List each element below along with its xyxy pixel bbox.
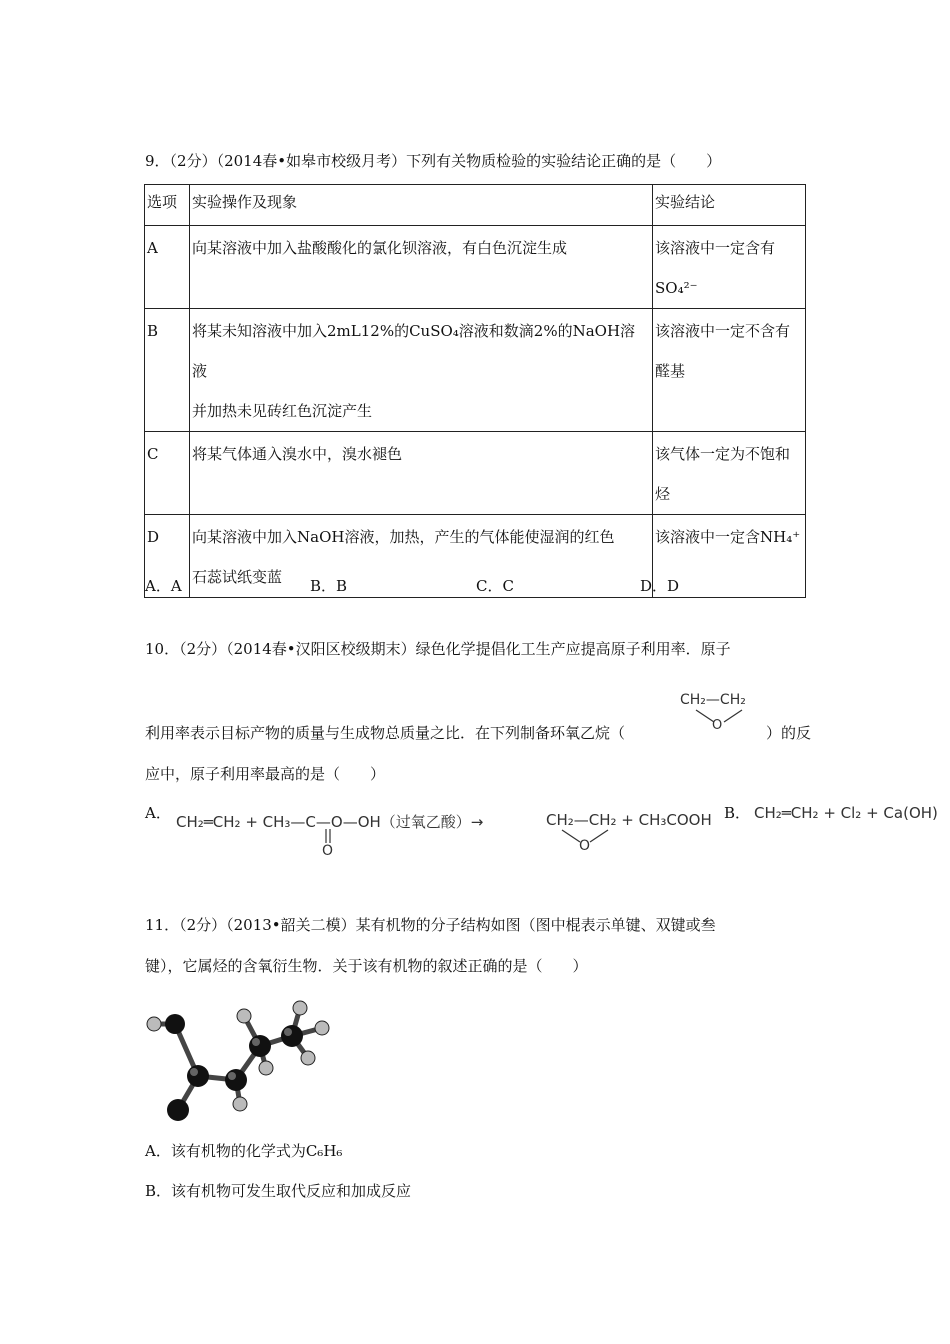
q10-option-a-reaction: CH₂═CH₂ + CH₃—C—O—OH（过氧乙酸）→ [176,813,484,831]
epoxide-oxygen: O [712,718,723,733]
q9-option-b[interactable]: B．B [310,577,348,595]
table-cell-operation: 将某未知溶液中加入2mL12%的CuSO₄溶液和数滴2%的NaOH溶液 并加热未见砖红色沉淀产生 [190,309,653,432]
q11-line-2: 键），它属烃的含氧衍生物．关于该有机物的叙述正确的是（ ） [145,957,588,975]
epoxide-formula-top: CH₂—CH₂ [680,692,746,708]
q9-stem: 9．（2分）（2014春•如皋市校级月考）下列有关物质检验的实验结论正确的是（ ） [145,152,722,170]
q10-line-3: 应中，原子利用率最高的是（ ） [145,765,386,783]
table-cell-conclusion: 该溶液中一定含NH₄⁺ [653,515,806,598]
molecule-ball-stick-model [140,1000,360,1130]
q10-option-a-product: CH₂—CH₂ + CH₃COOH [546,811,712,829]
q10-option-b-reaction: CH₂═CH₂ + Cl₂ + Ca(OH) [754,804,938,822]
table-header-cell: 选项 [145,185,190,226]
table-row [145,432,806,515]
table-row [145,309,806,432]
q11-option-a[interactable]: A．该有机物的化学式为C₆H₆ [145,1142,343,1160]
q9-experiment-table [144,184,806,598]
q9-option-d[interactable]: D．D [640,577,680,595]
table-cell-conclusion: 该溶液中一定不含有 醛基 [653,309,806,432]
table-cell-operation: 将某气体通入溴水中，溴水褪色 [190,432,653,515]
table-row [145,226,806,309]
q11-option-b[interactable]: B．该有机物可发生取代反应和加成反应 [145,1182,412,1200]
carbonyl-oxygen: O [322,843,334,859]
table-cell-option: B [145,309,190,432]
carbonyl-bond [322,829,334,843]
q11-line-1: 11．（2分）（2013•韶关二模）某有机物的分子结构如图（图中棍表示单键、双键或叁 [145,916,716,934]
q10-line-2a: 利用率表示目标产物的质量与生成物总质量之比．在下列制备环氧乙烷（ [145,724,626,742]
table-header-cell: 实验结论 [653,185,806,226]
q10-option-a-label[interactable]: A． [145,804,171,822]
table-cell-option: C [145,432,190,515]
table-cell-operation: 向某溶液中加入NaOH溶液，加热，产生的气体能使湿润的红色 石蕊试纸变蓝 [190,515,653,598]
table-header-row [145,185,806,226]
table-cell-conclusion: 该气体一定为不饱和 烃 [653,432,806,515]
table-header-cell: 实验操作及现象 [190,185,653,226]
q10-line-1: 10．（2分）（2014春•汉阳区校级期末）绿色化学提倡化工生产应提高原子利用率．原子 [145,640,731,658]
product-epoxide-oxygen: O [579,838,591,854]
table-cell-conclusion: 该溶液中一定含有 SO₄²⁻ [653,226,806,309]
q9-option-c[interactable]: C．C [476,577,514,595]
table-row [145,515,806,598]
table-cell-option: A [145,226,190,309]
q10-option-b-label[interactable]: B． [724,804,751,822]
q9-option-a[interactable]: A．A [145,577,182,595]
table-cell-operation: 向某溶液中加入盐酸酸化的氯化钡溶液，有白色沉淀生成 [190,226,653,309]
table-cell-option: D [145,515,190,598]
q10-line-2b: ）的反 [766,724,812,742]
